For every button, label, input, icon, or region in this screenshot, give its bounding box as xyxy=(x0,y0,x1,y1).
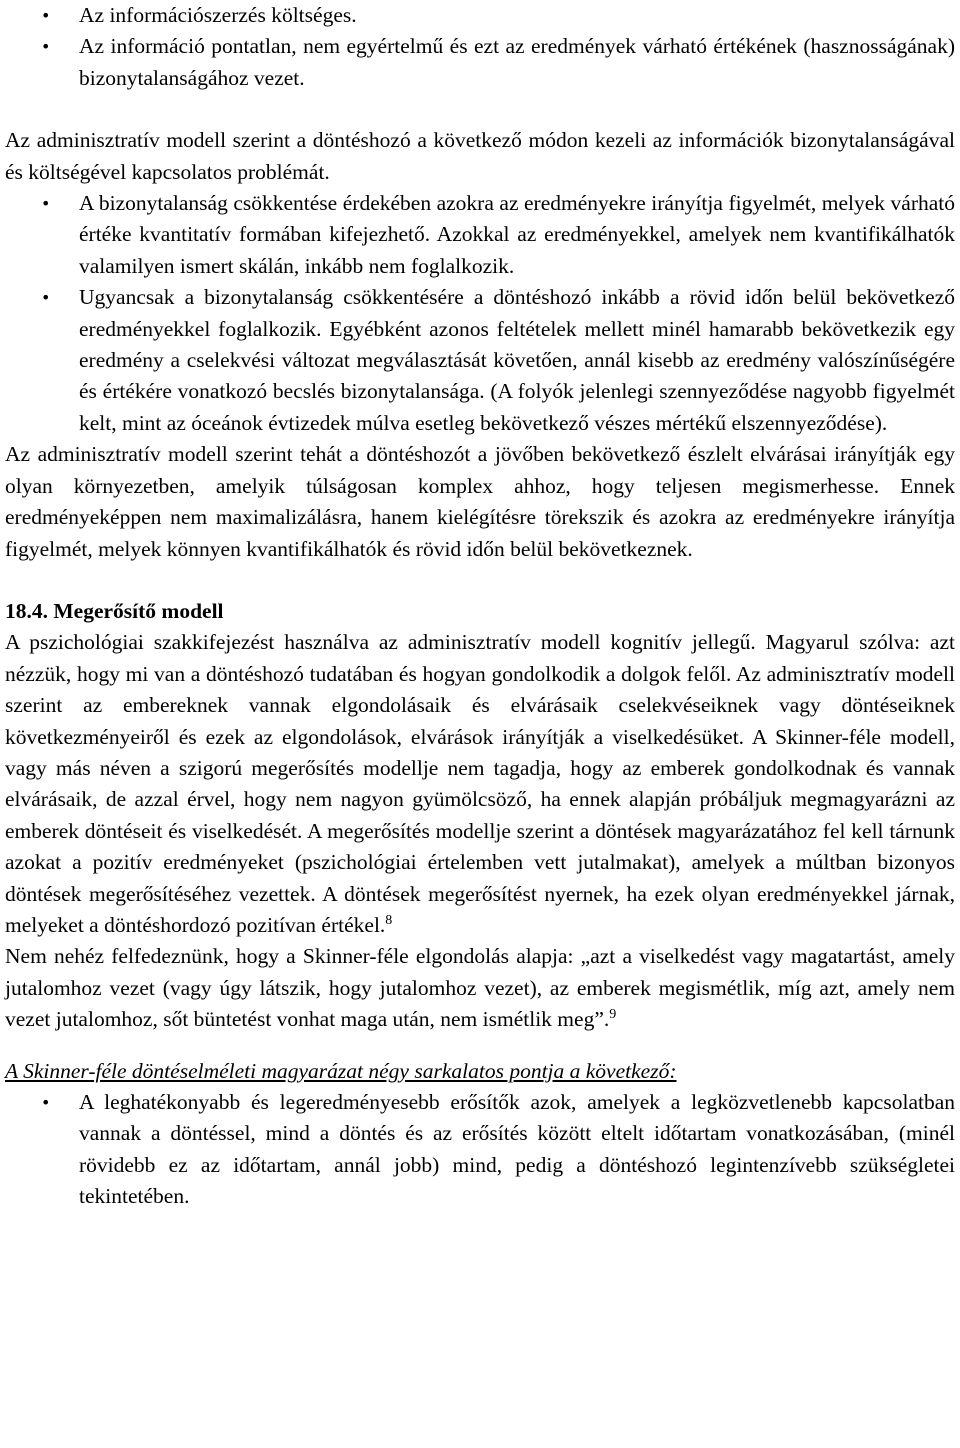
bullet-icon: • xyxy=(41,37,51,57)
list-item xyxy=(5,188,955,282)
skinner-bullet-list xyxy=(5,1087,955,1213)
list-item xyxy=(5,1087,955,1213)
admin-bullet-list xyxy=(5,188,955,439)
reinforcement-paragraph xyxy=(5,627,955,941)
bullet-icon: • xyxy=(41,1093,51,1112)
top-bullet-list xyxy=(5,0,955,94)
admin-intro-paragraph: Az adminisztratív modell szerint a döntéshozó a következő módon kezeli az információk bizonytalanságával és költségével kapcsolatos problémát. xyxy=(5,128,955,184)
section-heading: 18.4. Megerősítő modell xyxy=(5,598,224,623)
list-item xyxy=(5,282,955,439)
list-item-text: A bizonytalanság csökkentése érdekében azokra az eredményekre irányítja figyelmét, melyek várható értéke kvantitatív formában kifejezhető. Azokkal az eredményekkel, amelyek nem kvantifikálhatók valamilyen ismert skálán, inkább nem foglalkozik. xyxy=(79,191,955,278)
footnote-ref-9[interactable]: 9 xyxy=(609,1007,617,1023)
list-item-text: A leghatékonyabb és legeredményesebb erősítők azok, amelyek a legközvetlenebb kapcsolatban vannak a döntéssel, mind a döntés és az erősítés között eltelt időtartam vonatkozásában, (minél rövidebb ez az időtartam, annál jobb) mind, pedig a döntéshozó legintenzívebb szükségletei tekintetében. xyxy=(79,1090,955,1209)
bullet-icon: • xyxy=(41,194,51,214)
document-page xyxy=(5,0,955,1213)
list-item-text: Az információ pontatlan, nem egyértelmű és ezt az eredmények várható értékének (hasznosságának) bizonytalanságához vezet. xyxy=(79,34,955,90)
list-item-text: Az információszerzés költséges. xyxy=(79,3,357,27)
reinforcement-text: A pszichológiai szakkifejezést használva az adminisztratív modell kognitív jellegű. Magyarul szólva: azt nézzük, hogy mi van a döntéshozó tudatában és hogyan gondolkodik a dolgok felől. Az adminisztratív modell szerint az embereknek vannak elgondolásaik és elvárásaik cselekvéseiknek vagy döntéseiknek következményeiről és ezek az elgondolások, elvárások irányítják a viselkedésüket. A Skinner-féle modell, vagy más néven a szigorú megerősítés modellje nem tagadja, hogy az emberek gondolkodnak és vannak elvárásaik, de azzal érvel, hogy nem nagyon gyümölcsöző, ha ennek alapján próbáljuk megmagyarázni az emberek döntéseit és viselkedését. A megerősítés modellje szerint a döntések magyarázatához fel kell tárnunk azokat a pozitív eredményeket (pszichológiai értelemben vett jutalmakat), amelyek a múltban bizonyos döntések megerősítéséhez vezettek. A döntések megerősítést nyernek, ha ezek olyan eredményekkel járnak, melyeket a döntéshordozó pozitívan értékel. xyxy=(5,630,955,937)
spacer xyxy=(5,94,955,125)
footnote-ref-8[interactable]: 8 xyxy=(385,912,393,928)
list-item xyxy=(5,0,955,31)
bullet-icon: • xyxy=(41,288,51,308)
bullet-icon: • xyxy=(41,6,51,25)
admin-summary-paragraph: Az adminisztratív modell szerint tehát a döntéshozót a jövőben bekövetkező észlelt elvárásai irányítják egy olyan környezetben, amelyik túlságosan komplex ahhoz, hogy teljesen megismerhesse. Ennek eredményeképpen nem maximalizálásra, hanem kielégítésre törekszik és azokra az eredményekre irányítja figyelmét, melyek könnyen kvantifikálhatók és rövid időn belül bekövetkeznek. xyxy=(5,442,955,561)
skinner-paragraph xyxy=(5,941,955,1035)
list-item xyxy=(5,31,955,94)
spacer xyxy=(5,565,955,596)
skinner-points-intro: A Skinner-féle döntéselméleti magyarázat négy sarkalatos pontja a következő: xyxy=(5,1058,677,1083)
list-item-text: Ugyancsak a bizonytalanság csökkentésére a döntéshozó inkább a rövid időn belül bekövetkező eredményekkel foglalkozik. Egyébként azonos feltételek mellett minél hamarabb bekövetkezik egy eredmény a cselekvési változat megválasztását követően, annál kisebb az eredmény valószínűségére és értékére vonatkozó becslés bizonytalansága. (A folyók jelenlegi szennyeződése nagyobb figyelmét kelt, mint az óceánok évtizedek múlva esetleg bekövetkező vészes mértékű elszennyeződése). xyxy=(79,285,955,435)
skinner-text: Nem nehéz felfedeznünk, hogy a Skinner-féle elgondolás alapja: „azt a viselkedést vagy magatartást, amely jutalomhoz vezet (vagy úgy látszik, hogy jutalomhoz vezet), az emberek megismétlik, míg azt, amely nem vezet jutalomhoz, sőt büntetést vonhat maga után, nem ismétlik meg”. xyxy=(5,944,955,1032)
spacer xyxy=(5,1036,955,1056)
